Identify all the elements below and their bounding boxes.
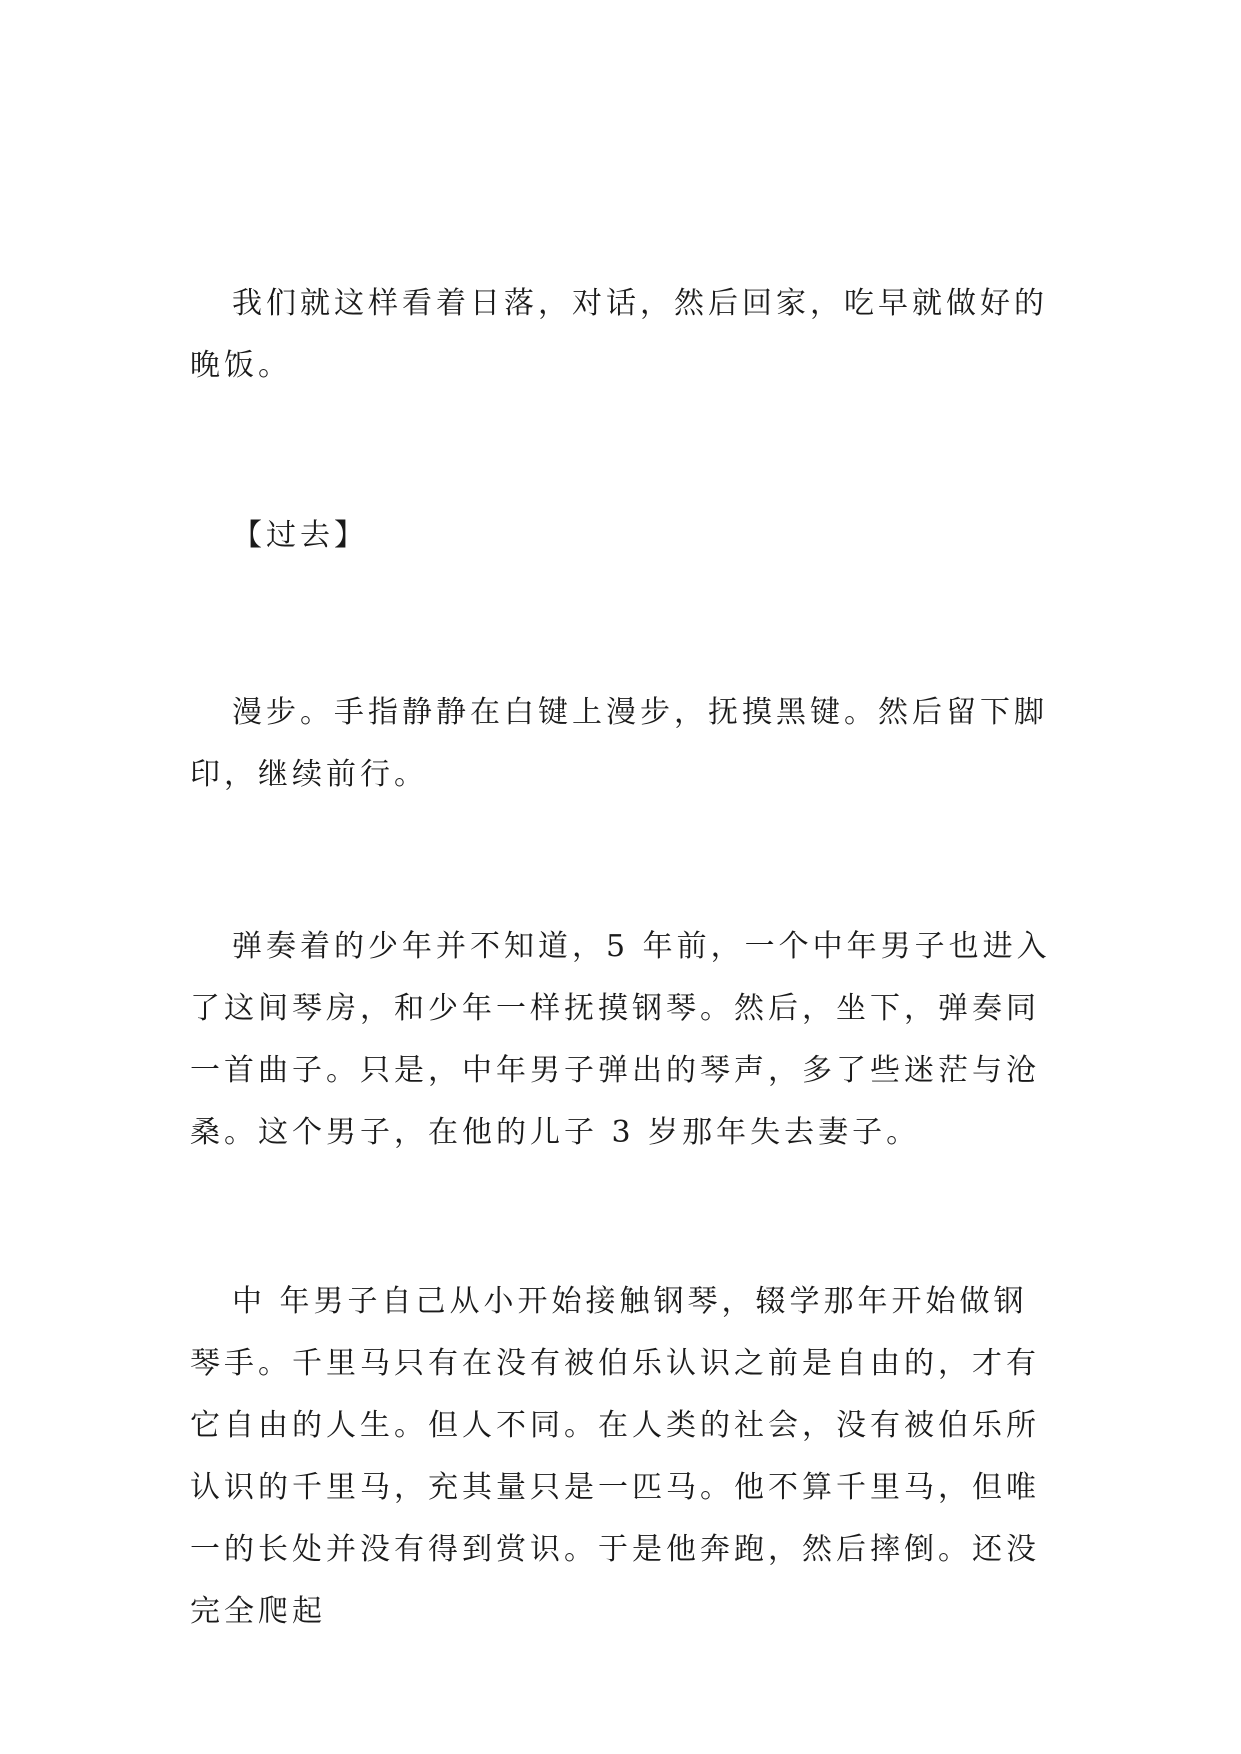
paragraph-middle-aged-man: 中 年男子自己从小开始接触钢琴，辍学那年开始做钢琴手。千里马只有在没有被伯乐认识之前是自由的，才有它自由的人生。但人不同。在人类的社会，没有被伯乐所 认识的千里马，充其量只是一匹马。他不算千里马，但唯一的长处并没有得到赏识。于是他奔跑，然后摔倒。还没完全爬起 — [190, 1284, 1040, 1629]
paragraph-sunset: 我们就这样看着日落，对话，然后回家，吃早就做好的晚饭。 — [190, 286, 1048, 383]
section-heading-past: 【过去】 — [232, 518, 368, 553]
paragraph-stroll: 漫步。手指静静在白键上漫步，抚摸黑键。然后留下脚印，继续前行。 — [190, 695, 1048, 792]
paragraph-piano-room: 弹奏着的少年并不知道，5 年前，一个中年男子也进入了这间琴房，和少年一样抚摸钢琴。然后，坐下，弹奏同一首曲子。只是，中年男子弹出的琴声，多了些迷茫与沧桑。这个男子，在他的儿子 3 岁那年失去妻子。 — [190, 929, 1051, 1150]
